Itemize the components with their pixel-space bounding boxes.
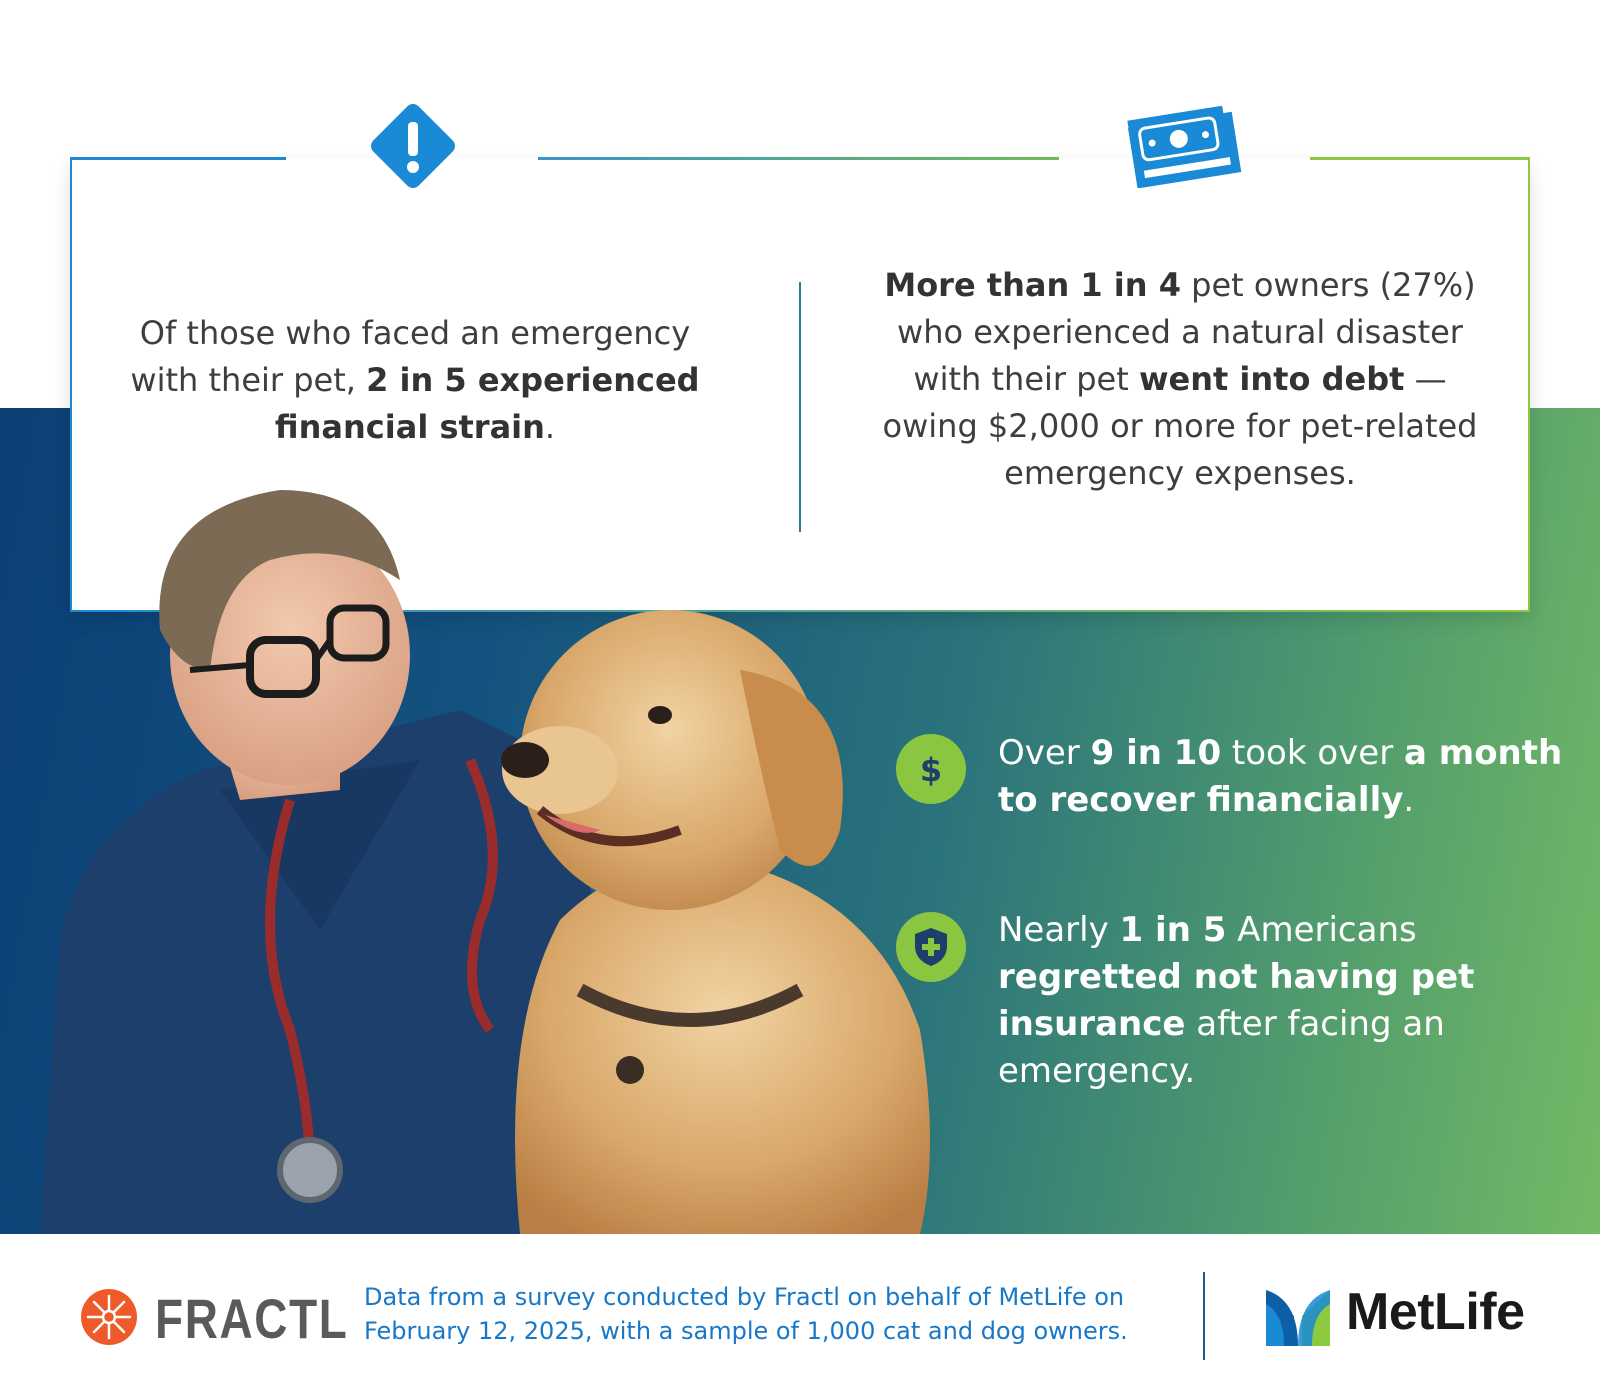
stat-financial-strain: Of those who faced an emergency with their pet, 2 in 5 experienced financial strain. [130, 314, 700, 446]
svg-text:$: $ [919, 751, 943, 789]
card-border-right [1528, 158, 1530, 612]
metlife-wordmark: MetLife [1346, 1283, 1525, 1341]
footer-divider [1203, 1272, 1205, 1360]
survey-footnote: Data from a survey conducted by Fractl on behalf of MetLife on February 12, 2025, with a sample of 1,000 cat and dog owners. [364, 1283, 1128, 1345]
dollar-circle-icon [896, 734, 966, 804]
card-border-top-segment [538, 157, 1059, 160]
card-border-top-segment [70, 157, 286, 160]
shield-plus-icon [896, 912, 966, 982]
alert-diamond-icon [363, 96, 463, 196]
fractl-wordmark: FRACTL [155, 1287, 349, 1350]
card-border-top-segment [1310, 157, 1530, 160]
money-bills-icon [1126, 104, 1244, 188]
stat-insurance-regret: Nearly 1 in 5 Americans regretted not having pet insurance after facing an emergency. [998, 910, 1475, 1091]
veterinarian-with-dog-photo [40, 470, 990, 1234]
stat-natural-disaster-debt: More than 1 in 4 pet owners (27%) who experienced a natural disaster with their pet went into debt — owing $2,000 or more for pet-related emergency expenses. [882, 266, 1478, 492]
stat-recovery-time: Over 9 in 10 took over a month to recover financially. [998, 733, 1563, 820]
fractl-logo-icon [80, 1288, 138, 1346]
metlife-logo-icon [1266, 1286, 1330, 1346]
